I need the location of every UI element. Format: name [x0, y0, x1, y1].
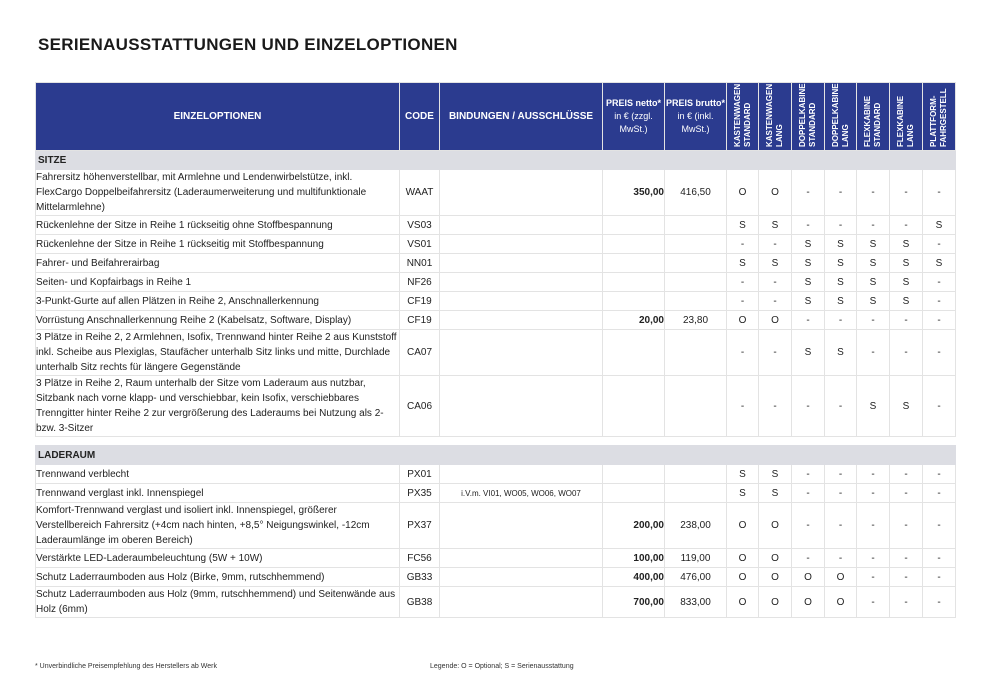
option-description: Komfort-Trennwand verglast und isoliert inkl. Innenspiegel, größerer Verstellbereich Fahrersitz (+4cm nach hinten, +8,5° Neigungswinkel, -12cm Laderaumlänge im oberen Bereich)	[36, 503, 400, 549]
option-bindings	[440, 311, 603, 330]
option-bindings	[440, 549, 603, 568]
variant-availability: -	[890, 330, 923, 376]
table-row	[36, 549, 956, 568]
variant-availability: -	[857, 568, 890, 587]
variant-availability: S	[923, 216, 956, 235]
option-bindings	[440, 254, 603, 273]
variant-availability: O	[759, 503, 792, 549]
option-code: GB33	[400, 568, 440, 587]
option-bindings	[440, 273, 603, 292]
variant-availability: S	[923, 254, 956, 273]
price-net	[603, 376, 665, 437]
variant-availability: -	[825, 549, 857, 568]
option-description: Fahrer- und Beifahrerairbag	[36, 254, 400, 273]
table-row	[36, 311, 956, 330]
table-row	[36, 216, 956, 235]
legend: Legende: O = Optional; S = Serienausstattung	[430, 663, 574, 670]
option-bindings: i.V.m. VI01, WO05, WO06, WO07	[440, 484, 603, 503]
option-description: Verstärkte LED-Laderaumbeleuchtung (5W + 10W)	[36, 549, 400, 568]
price-net	[603, 465, 665, 484]
variant-availability: S	[825, 254, 857, 273]
variant-availability: -	[792, 311, 825, 330]
col-header-variant: PLATTFORM- FAHRGESTELL	[923, 83, 956, 151]
option-description: 3 Plätze in Reihe 2, Raum unterhalb der Sitze vom Laderaum aus nutzbar, Sitzbank nach vorne klapp- und verschiebbar, kein Isofix, verschiebbares Trenngitter hinter Reihe 2 zur vergrößerung des Laderaums bei Nutzung als 2- bzw. 3-Sitzer	[36, 376, 400, 437]
variant-availability: -	[923, 587, 956, 618]
variant-availability: S	[727, 465, 759, 484]
variant-availability: -	[825, 484, 857, 503]
variant-availability: O	[727, 549, 759, 568]
option-code: CF19	[400, 292, 440, 311]
col-header-variant: FLEXKABINE STANDARD	[857, 83, 890, 151]
variant-availability: -	[792, 376, 825, 437]
price-gross: 476,00	[665, 568, 727, 587]
variant-availability: -	[890, 311, 923, 330]
variant-availability: S	[727, 216, 759, 235]
option-code: CA07	[400, 330, 440, 376]
variant-availability: -	[727, 376, 759, 437]
price-net: 350,00	[603, 170, 665, 216]
option-bindings	[440, 587, 603, 618]
col-header-variant: FLEXKABINE LANG	[890, 83, 923, 151]
option-code: VS01	[400, 235, 440, 254]
table-row	[36, 568, 956, 587]
variant-availability: -	[792, 216, 825, 235]
variant-availability: S	[792, 254, 825, 273]
variant-availability: S	[759, 254, 792, 273]
variant-availability: -	[890, 216, 923, 235]
option-description: Trennwand verglast inkl. Innenspiegel	[36, 484, 400, 503]
table-row	[36, 254, 956, 273]
table-row	[36, 465, 956, 484]
option-description: Rückenlehne der Sitze in Reihe 1 rückseitig ohne Stoffbespannung	[36, 216, 400, 235]
variant-availability: -	[759, 376, 792, 437]
variant-availability: -	[857, 330, 890, 376]
variant-availability: S	[792, 292, 825, 311]
variant-availability: O	[759, 311, 792, 330]
net-price-sub: in € (zzgl. MwSt.)	[614, 111, 653, 134]
option-code: WAAT	[400, 170, 440, 216]
header-row	[36, 83, 956, 151]
variant-availability: O	[792, 587, 825, 618]
variant-availability: S	[890, 376, 923, 437]
variant-availability: -	[792, 503, 825, 549]
options-table-body	[36, 151, 956, 618]
variant-availability: -	[923, 235, 956, 254]
price-gross	[665, 292, 727, 311]
option-description: Vorrüstung Anschnallerkennung Reihe 2 (Kabelsatz, Software, Display)	[36, 311, 400, 330]
section-title: SITZE	[36, 151, 956, 170]
table-row	[36, 330, 956, 376]
variant-availability: -	[923, 170, 956, 216]
price-gross	[665, 235, 727, 254]
variant-availability: -	[727, 292, 759, 311]
variant-availability: S	[857, 235, 890, 254]
variant-availability: S	[890, 292, 923, 311]
variant-availability: -	[890, 484, 923, 503]
option-code: FC56	[400, 549, 440, 568]
price-net	[603, 273, 665, 292]
variant-availability: O	[825, 587, 857, 618]
option-bindings	[440, 216, 603, 235]
variant-availability: -	[727, 330, 759, 376]
option-code: PX37	[400, 503, 440, 549]
variant-availability: -	[923, 376, 956, 437]
variant-availability: S	[857, 292, 890, 311]
variant-availability: -	[792, 465, 825, 484]
variant-availability: -	[923, 273, 956, 292]
variant-availability: -	[923, 503, 956, 549]
price-net: 200,00	[603, 503, 665, 549]
variant-availability: -	[825, 465, 857, 484]
price-gross	[665, 216, 727, 235]
variant-availability: -	[825, 376, 857, 437]
option-description: Seiten- und Kopfairbags in Reihe 1	[36, 273, 400, 292]
option-bindings	[440, 503, 603, 549]
price-gross: 238,00	[665, 503, 727, 549]
variant-availability: S	[792, 330, 825, 376]
variant-availability: S	[890, 254, 923, 273]
price-net: 400,00	[603, 568, 665, 587]
variant-availability: S	[825, 330, 857, 376]
option-description: Fahrersitz höhenverstellbar, mit Armlehne und Lendenwirbelstütze, inkl. FlexCargo Doppelbeifahrersitz (Laderaumerweiterung und multifunktionale Mittelarmlehne)	[36, 170, 400, 216]
table-row	[36, 170, 956, 216]
section-header-sitze	[36, 151, 956, 170]
price-gross	[665, 465, 727, 484]
option-code: CA06	[400, 376, 440, 437]
variant-availability: S	[825, 273, 857, 292]
variant-availability: -	[890, 503, 923, 549]
price-net	[603, 254, 665, 273]
variant-availability: S	[890, 235, 923, 254]
table-row	[36, 484, 956, 503]
option-bindings	[440, 235, 603, 254]
variant-availability: -	[759, 292, 792, 311]
price-footnote: * Unverbindliche Preisempfehlung des Herstellers ab Werk	[35, 663, 217, 670]
col-header-variant: DOPPELKABINE LANG	[825, 83, 857, 151]
variant-availability: -	[890, 549, 923, 568]
variant-availability: -	[923, 311, 956, 330]
option-code: NF26	[400, 273, 440, 292]
option-code: GB38	[400, 587, 440, 618]
option-bindings	[440, 568, 603, 587]
variant-availability: -	[857, 484, 890, 503]
variant-availability: S	[857, 254, 890, 273]
col-header-gross-price	[665, 83, 727, 151]
variant-availability: -	[923, 568, 956, 587]
col-header-code: CODE	[400, 83, 440, 151]
variant-availability: S	[727, 484, 759, 503]
variant-availability: -	[890, 170, 923, 216]
option-code: PX35	[400, 484, 440, 503]
variant-availability: O	[727, 503, 759, 549]
price-net: 700,00	[603, 587, 665, 618]
col-header-variant: DOPPELKABINE STANDARD	[792, 83, 825, 151]
table-row	[36, 235, 956, 254]
variant-availability: -	[759, 330, 792, 376]
option-code: NN01	[400, 254, 440, 273]
col-header-net-price	[603, 83, 665, 151]
variant-availability: S	[759, 465, 792, 484]
option-bindings	[440, 330, 603, 376]
variant-availability: -	[857, 170, 890, 216]
option-bindings	[440, 465, 603, 484]
col-header-option: EINZELOPTIONEN	[36, 83, 400, 151]
variant-availability: -	[890, 465, 923, 484]
price-net	[603, 235, 665, 254]
variant-availability: -	[792, 484, 825, 503]
price-net	[603, 484, 665, 503]
price-gross: 416,50	[665, 170, 727, 216]
col-header-bindings: BINDUNGEN / AUSSCHLÜSSE	[440, 83, 603, 151]
price-net	[603, 292, 665, 311]
price-net: 100,00	[603, 549, 665, 568]
variant-availability: -	[923, 330, 956, 376]
variant-availability: -	[857, 465, 890, 484]
variant-availability: -	[923, 292, 956, 311]
section-title: LADERAUM	[36, 446, 956, 465]
variant-availability: -	[857, 216, 890, 235]
option-description: 3 Plätze in Reihe 2, 2 Armlehnen, Isofix, Trennwand hinter Reihe 2 aus Kunststoff inkl. Scheibe aus Plexiglas, Staufächer unterhalb Sitz links und mitte, Durchlade unterhalb Sitz rechts für längere Gegenstände	[36, 330, 400, 376]
variant-availability: -	[890, 587, 923, 618]
variant-availability: -	[727, 235, 759, 254]
variant-availability: S	[825, 235, 857, 254]
price-gross	[665, 376, 727, 437]
option-bindings	[440, 376, 603, 437]
table-row	[36, 376, 956, 437]
variant-availability: O	[759, 568, 792, 587]
gross-price-sub: in € (inkl. MwSt.)	[677, 111, 714, 134]
price-gross: 833,00	[665, 587, 727, 618]
option-bindings	[440, 170, 603, 216]
variant-availability: -	[890, 568, 923, 587]
variant-availability: -	[825, 170, 857, 216]
page-title: SERIENAUSSTATTUNGEN UND EINZELOPTIONEN	[38, 35, 458, 54]
variant-availability: -	[792, 170, 825, 216]
variant-availability: S	[890, 273, 923, 292]
variant-availability: S	[759, 484, 792, 503]
variant-availability: -	[825, 311, 857, 330]
variant-availability: -	[857, 503, 890, 549]
variant-availability: O	[759, 549, 792, 568]
variant-availability: -	[857, 311, 890, 330]
table-row	[36, 503, 956, 549]
option-description: Schutz Laderraumboden aus Holz (Birke, 9mm, rutschhemmend)	[36, 568, 400, 587]
section-spacer	[36, 437, 956, 446]
price-net	[603, 216, 665, 235]
price-gross: 23,80	[665, 311, 727, 330]
variant-availability: S	[857, 376, 890, 437]
variant-availability: -	[923, 549, 956, 568]
variant-availability: -	[825, 216, 857, 235]
price-gross	[665, 484, 727, 503]
variant-availability: S	[825, 292, 857, 311]
option-code: CF19	[400, 311, 440, 330]
price-net	[603, 330, 665, 376]
variant-availability: S	[792, 273, 825, 292]
variant-availability: S	[792, 235, 825, 254]
variant-availability: S	[759, 216, 792, 235]
variant-availability: S	[857, 273, 890, 292]
option-bindings	[440, 292, 603, 311]
option-code: VS03	[400, 216, 440, 235]
variant-availability: O	[727, 170, 759, 216]
variant-availability: -	[792, 549, 825, 568]
table-row	[36, 587, 956, 618]
price-gross	[665, 330, 727, 376]
variant-availability: O	[825, 568, 857, 587]
col-header-variant: KASTENWAGEN STANDARD	[727, 83, 759, 151]
price-net: 20,00	[603, 311, 665, 330]
price-gross	[665, 273, 727, 292]
variant-availability: -	[727, 273, 759, 292]
variant-availability: -	[923, 484, 956, 503]
section-header-laderaum	[36, 446, 956, 465]
table-row	[36, 292, 956, 311]
variant-availability: O	[727, 311, 759, 330]
variant-availability: O	[759, 587, 792, 618]
variant-availability: S	[727, 254, 759, 273]
price-gross	[665, 254, 727, 273]
option-description: Trennwand verblecht	[36, 465, 400, 484]
variant-availability: -	[857, 587, 890, 618]
option-description: Schutz Laderraumboden aus Holz (9mm, rutschhemmend) und Seitenwände aus Holz (6mm)	[36, 587, 400, 618]
gross-price-title: PREIS brutto*	[665, 98, 725, 108]
variant-availability: O	[759, 170, 792, 216]
options-table	[35, 82, 956, 618]
table-row	[36, 273, 956, 292]
variant-availability: -	[759, 235, 792, 254]
variant-availability: O	[792, 568, 825, 587]
option-description: Rückenlehne der Sitze in Reihe 1 rückseitig mit Stoffbespannung	[36, 235, 400, 254]
variant-availability: -	[923, 465, 956, 484]
option-code: PX01	[400, 465, 440, 484]
price-gross: 119,00	[665, 549, 727, 568]
col-header-variant: KASTENWAGEN LANG	[759, 83, 792, 151]
option-description: 3-Punkt-Gurte auf allen Plätzen in Reihe 2, Anschnallerkennung	[36, 292, 400, 311]
variant-availability: -	[857, 549, 890, 568]
variant-availability: O	[727, 568, 759, 587]
net-price-title: PREIS netto*	[605, 98, 661, 108]
variant-availability: -	[759, 273, 792, 292]
variant-availability: -	[825, 503, 857, 549]
variant-availability: O	[727, 587, 759, 618]
